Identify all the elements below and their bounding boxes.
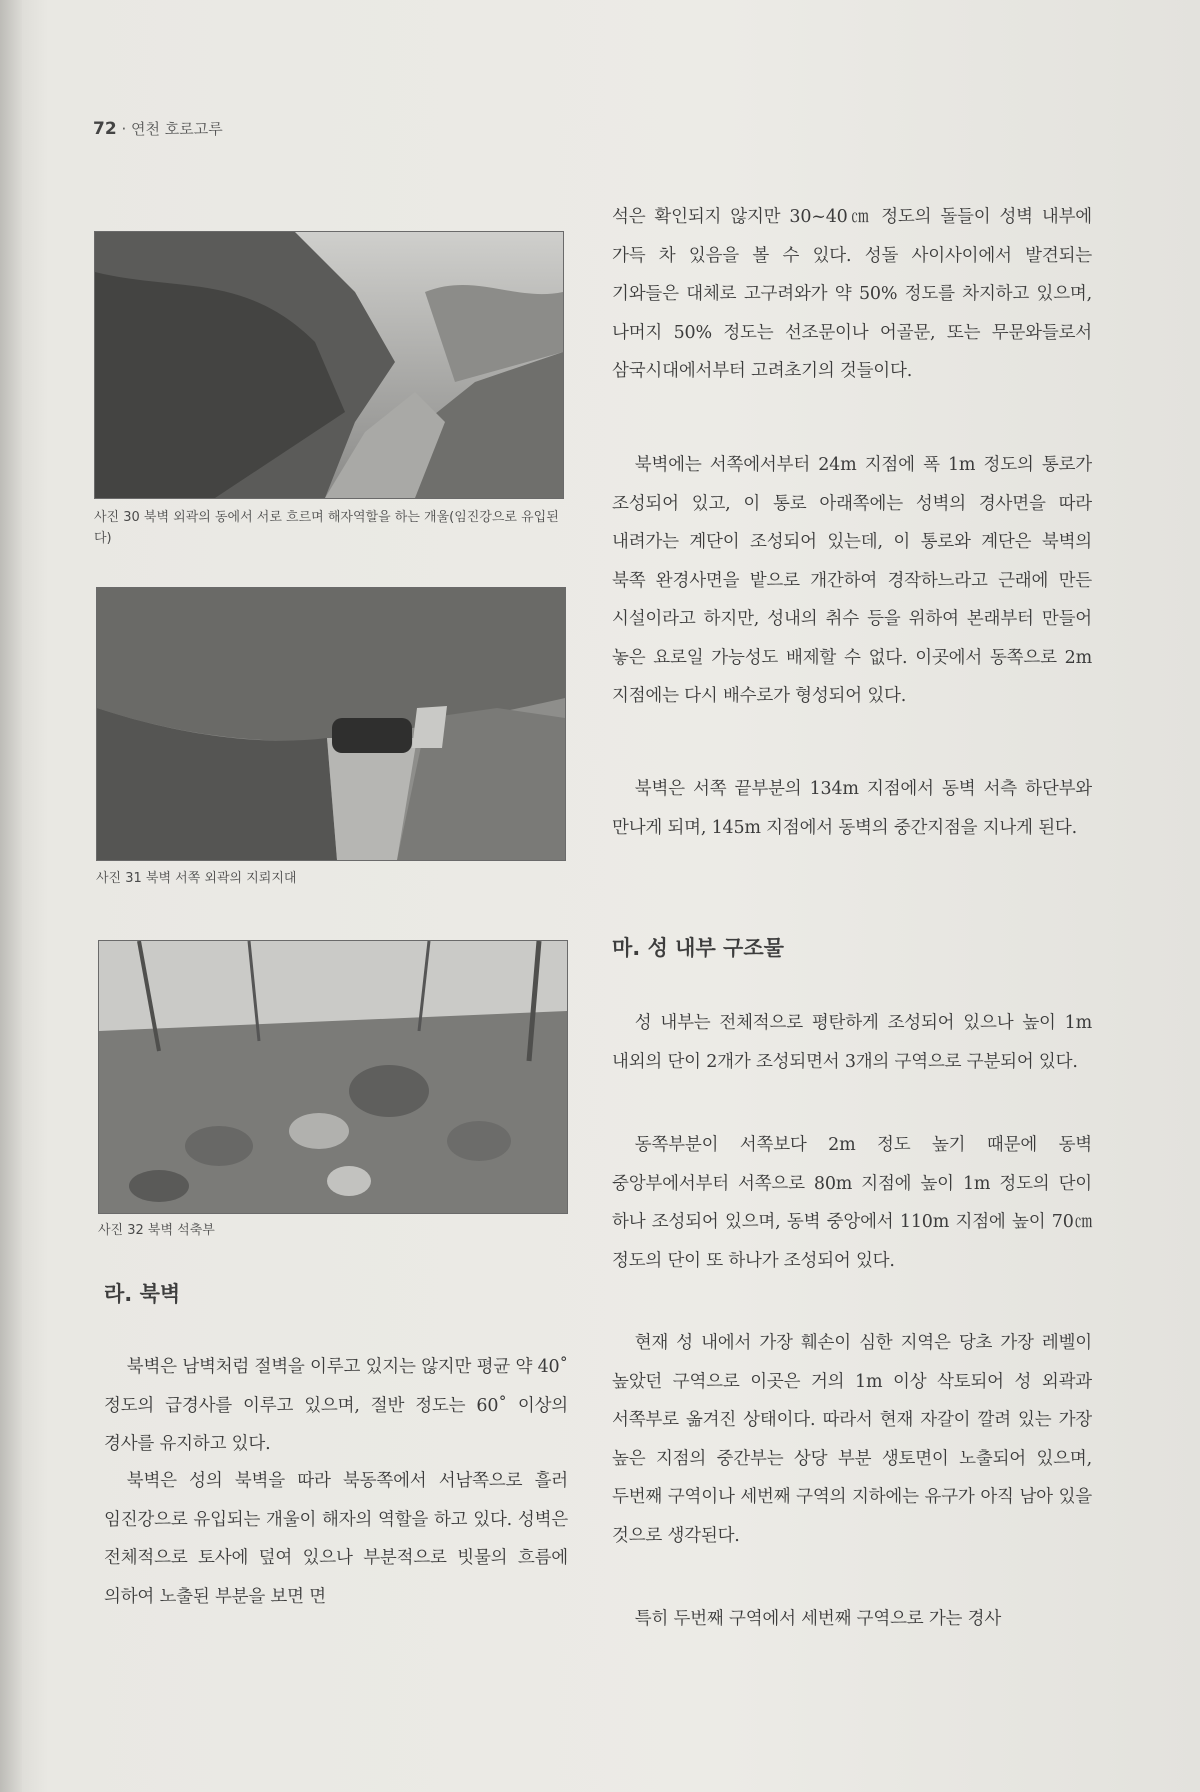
section-heading-north-wall: 라. 북벽	[104, 1282, 181, 1306]
right-paragraph-3: 북벽은 서쪽 끝부분의 134m 지점에서 동벽 서측 하단부와 만나게 되며, 145m 지점에서 동벽의 중간지점을 지나게 된다.	[612, 779, 1092, 838]
right-paragraph-6: 현재 성 내에서 가장 훼손이 심한 지역은 당초 가장 레벨이 높았던 구역으로 이곳은 거의 1m 이상 삭토되어 성 외곽과 서쪽부로 옮겨진 상태이다. 따라서 현재 자갈이 깔려 있는 가장 높은 지점의 중간부는 상당 부분 생토면이 노출되어 있으며, 두번째 구역이나 세번째 구역의 지하에는 유구가 아직 남아 있을 것으로 생각된다.	[612, 1333, 1092, 1546]
photo-31-caption: 사진 31 북벽 서쪽 외곽의 지뢰지대	[96, 871, 297, 886]
photo-32-caption: 사진 32 북벽 석축부	[98, 1223, 215, 1238]
left-paragraph-1: 북벽은 남벽처럼 절벽을 이루고 있지는 않지만 평균 약 40˚ 정도의 급경사를 이루고 있으며, 절반 정도는 60˚ 이상의 경사를 유지하고 있다.	[104, 1357, 568, 1454]
photo-30-stream	[94, 231, 564, 499]
left-paragraph-2: 북벽은 성의 북벽을 따라 북동쪽에서 서남쪽으로 흘러 임진강으로 유입되는 개울이 해자의 역할을 하고 있다. 성벽은 전체적으로 토사에 덮여 있으나 부분적으로 빗물의 흐름에 의하여 노출된 부분을 보면 면	[104, 1471, 568, 1607]
photo-31-minefield	[96, 587, 566, 861]
photo-30-caption: 사진 30 북벽 외곽의 동에서 서로 흐르며 해자역할을 하는 개울(임진강으로 유입된다)	[94, 510, 559, 546]
right-paragraph-5: 동쪽부분이 서쪽보다 2m 정도 높기 때문에 동벽 중앙부에서부터 서쪽으로 80m 지점에 높이 1m 정도의 단이 하나 조성되어 있으며, 동벽 중앙에서 110m 지점에 높이 70㎝ 정도의 단이 또 하나가 조성되어 있다.	[612, 1135, 1092, 1271]
right-paragraph-4: 성 내부는 전체적으로 평탄하게 조성되어 있으나 높이 1m 내외의 단이 2개가 조성되면서 3개의 구역으로 구분되어 있다.	[612, 1013, 1092, 1072]
right-paragraph-2: 북벽에는 서쪽에서부터 24m 지점에 폭 1m 정도의 통로가 조성되어 있고, 이 통로 아래쪽에는 성벽의 경사면을 따라 내려가는 계단이 조성되어 있는데, 이 통로와 계단은 북벽의 북쪽 완경사면을 밭으로 개간하여 경작하느라고 근래에 만든 시설이라고 하지만, 성내의 취수 등을 위하여 본래부터 만들어 놓은 요로일 가능성도 배제할 수 없다. 이곳에서 동쪽으로 2m 지점에는 다시 배수로가 형성되어 있다.	[612, 455, 1092, 706]
page-spine-shadow	[0, 0, 22, 1792]
page-number: 72	[93, 119, 117, 139]
right-paragraph-1: 석은 확인되지 않지만 30~40㎝ 정도의 돌들이 성벽 내부에 가득 차 있음을 볼 수 있다. 성돌 사이사이에서 발견되는 기와들은 대체로 고구려와가 약 50% 정도를 차지하고 있으며, 나머지 50% 정도는 선조문이나 어골문, 또는 무문와들로서 삼국시대에서부터 고려초기의 것들이다.	[612, 207, 1092, 381]
section-heading-inner-structures: 마. 성 내부 구조물	[612, 936, 784, 960]
book-title: · 연천 호로고루	[121, 120, 223, 138]
right-paragraph-7: 특히 두번째 구역에서 세번째 구역으로 가는 경사	[634, 1609, 1002, 1629]
photo-32-stone-wall	[98, 940, 568, 1214]
running-head	[93, 118, 223, 139]
